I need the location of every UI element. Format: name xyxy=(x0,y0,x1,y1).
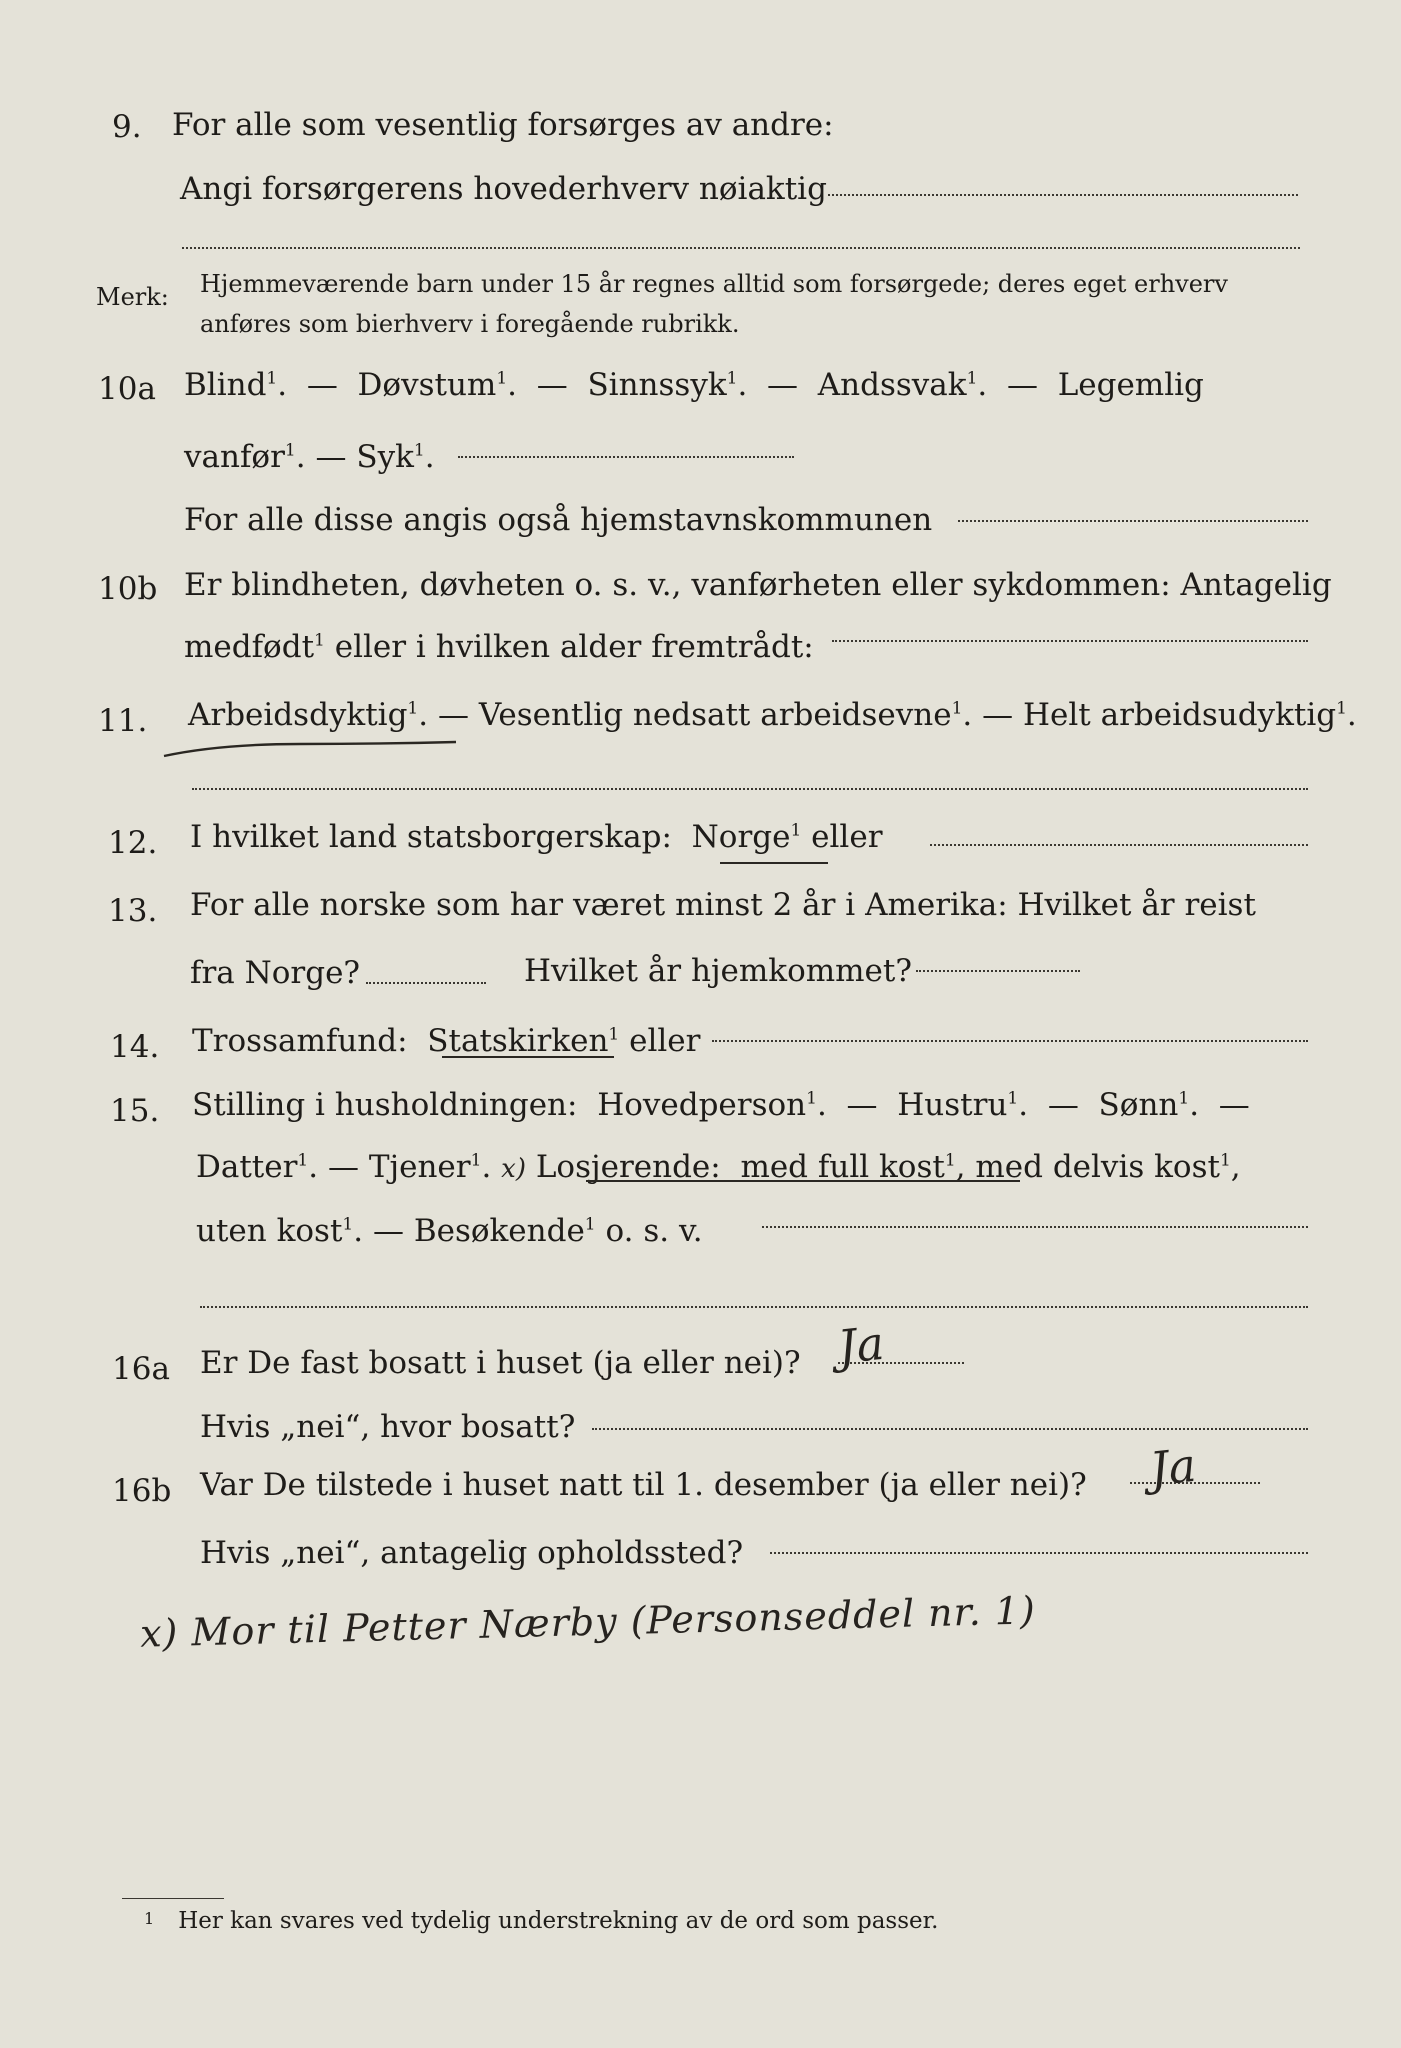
item-9-question: For alle som vesentlig forsørges av andre: xyxy=(172,107,834,143)
item-16b-followup: Hvis „nei“, antagelig opholdssted? xyxy=(200,1535,744,1571)
handwritten-x-mark: x) xyxy=(501,1154,526,1184)
item-13-return-label: Hvilket år hjemkommet? xyxy=(524,953,912,989)
item-12-question: I hvilket land statsborgerskap: Norge$^1$ eller xyxy=(190,819,883,855)
religion-field[interactable] xyxy=(712,1040,1308,1042)
household-position-field-2[interactable] xyxy=(200,1306,1308,1308)
arbeidsdyktig-underline-mark xyxy=(160,722,460,762)
item-16a-question: Er De fast bosatt i huset (ja eller nei)? xyxy=(200,1345,801,1381)
item-11-number: 11. xyxy=(98,703,148,739)
item-9-number: 9. xyxy=(112,109,142,145)
option-arbeidsdyktig[interactable]: Arbeidsdyktig xyxy=(188,697,408,733)
footnote: 1 Her kan svares ved tydelig understrekning av de ord som passer. xyxy=(144,1908,939,1934)
provider-occupation-field[interactable] xyxy=(828,194,1298,196)
item-16b-question: Var De tilstede i huset natt til 1. desember (ja eller nei)? xyxy=(200,1467,1087,1503)
household-position-field[interactable] xyxy=(762,1226,1308,1228)
item-15-line2: Datter$^1$. — Tjener$^1$. x) Losjerende: med full kost$^1$, med delvis kost$^1$, xyxy=(196,1149,1241,1185)
item-14-number: 14. xyxy=(110,1029,160,1065)
item-10b-number: 10b xyxy=(98,571,158,607)
provider-occupation-field-2[interactable] xyxy=(182,247,1300,249)
losjerende-underline-mark xyxy=(586,1180,1020,1182)
note-text-line1: Hjemmeværende barn under 15 år regnes alltid som forsørgede; deres eget erhverv xyxy=(200,270,1228,298)
option-losjerende[interactable]: Losjerende: xyxy=(535,1149,721,1185)
item-11-options: Arbeidsdyktig$^1$. — Vesentlig nedsatt arbeidsevne$^1$. — Helt arbeidsudyktig$^1$. xyxy=(188,697,1357,733)
item-16a-followup: Hvis „nei“, hvor bosatt? xyxy=(200,1409,576,1445)
home-municipality-field[interactable] xyxy=(958,520,1308,522)
option-statskirken[interactable]: Statskirken xyxy=(427,1023,609,1059)
item-9-provider-occupation-label: Angi forsørgerens hovederhverv nøiaktig xyxy=(180,171,827,207)
item-10b-line2: medfødt$^1$ eller i hvilken alder fremtrådt: xyxy=(184,629,814,665)
residence-elsewhere-field[interactable] xyxy=(592,1428,1308,1430)
return-year-field[interactable] xyxy=(916,970,1080,972)
item-10a-line1: Blind$^1$. — Døvstum$^1$. — Sinnssyk$^1$. — Andssvak$^1$. — Legemlig xyxy=(184,367,1204,403)
note-label: Merk: xyxy=(96,283,169,311)
item-16a-number: 16a xyxy=(112,1351,170,1387)
resident-answer-handwritten: Ja xyxy=(835,1315,887,1375)
citizenship-field[interactable] xyxy=(930,844,1308,846)
item-10b-line1: Er blindheten, døvheten o. s. v., vanførheten eller sykdommen: Antagelig xyxy=(184,567,1332,603)
norge-underline-mark xyxy=(720,862,828,864)
temporary-stay-field[interactable] xyxy=(770,1552,1308,1554)
item-15-number: 15. xyxy=(110,1093,160,1129)
item-16b-number: 16b xyxy=(112,1473,172,1509)
item-13-number: 13. xyxy=(108,893,158,929)
statskirken-underline-mark xyxy=(442,1056,614,1058)
item-10a-line2: vanfør$^1$. — Syk$^1$. xyxy=(184,439,435,475)
item-13-line1: For alle norske som har været minst 2 år i Amerika: Hvilket år reist xyxy=(190,887,1256,923)
item-15-line1: Stilling i husholdningen: Hovedperson$^1$. — Hustru$^1$. — Sønn$^1$. — xyxy=(192,1087,1250,1123)
option-norge[interactable]: Norge xyxy=(691,819,791,855)
work-ability-field[interactable] xyxy=(192,788,1308,790)
item-12-number: 12. xyxy=(108,825,158,861)
present-answer-handwritten: Ja xyxy=(1147,1437,1199,1497)
item-10a-line3: For alle disse angis også hjemstavnskommunen xyxy=(184,502,933,538)
sick-field[interactable] xyxy=(458,456,794,458)
item-14-question: Trossamfund: Statskirken$^1$ eller xyxy=(192,1023,701,1059)
onset-age-field[interactable] xyxy=(832,640,1308,642)
footnote-rule xyxy=(122,1898,224,1899)
left-norway-field[interactable] xyxy=(366,982,486,984)
handwritten-note: x) Mor til Petter Nærby (Personseddel nr. 1) xyxy=(139,1588,1037,1656)
note-text-line2: anføres som bierhverv i foregående rubrikk. xyxy=(200,310,740,338)
item-10a-number: 10a xyxy=(98,371,156,407)
item-15-line3: uten kost$^1$. — Besøkende$^1$ o. s. v. xyxy=(196,1213,703,1249)
item-13-left-label: fra Norge? xyxy=(190,955,361,991)
